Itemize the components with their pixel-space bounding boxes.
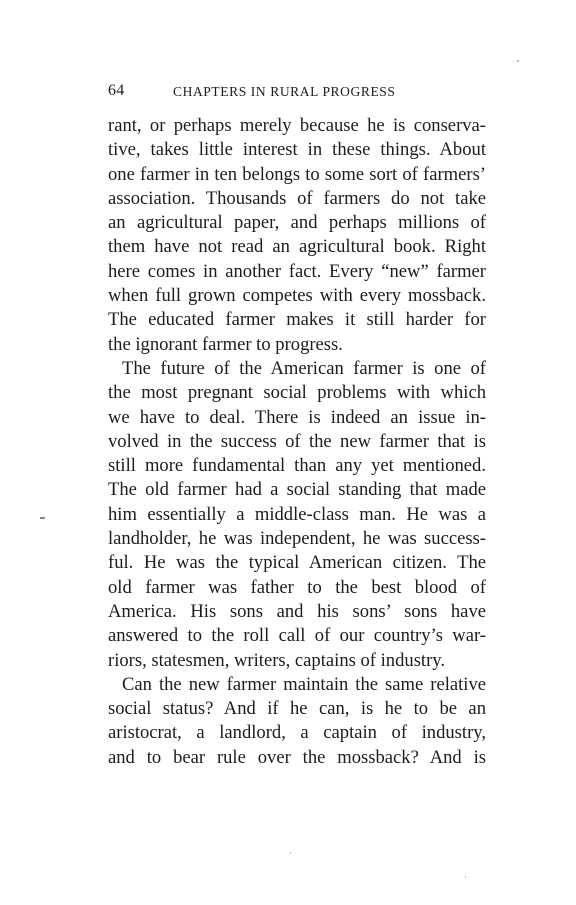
- text-line: the most pregnant social problems with which: [108, 382, 486, 404]
- text-line: here comes in another fact. Every “new” farmer: [108, 260, 486, 282]
- text-line: landholder, he was independent, he was success-: [108, 528, 486, 550]
- text-line: an agricultural paper, and perhaps millions of: [108, 212, 486, 234]
- text-line: The educated farmer makes it still harder for: [108, 309, 486, 331]
- text-line: rant, or perhaps merely because he is conserva-: [108, 115, 486, 136]
- text-line: one farmer in ten belongs to some sort of farmers’: [108, 163, 486, 185]
- text-line: America. His sons and his sons’ sons have: [108, 600, 486, 622]
- running-head: CHAPTERS IN RURAL PROGRESS: [173, 84, 396, 99]
- text-line: association. Thousands of farmers do not take: [108, 187, 486, 209]
- text-line: volved in the success of the new farmer that is: [108, 430, 486, 452]
- text-line: ful. He was the typical American citizen. The: [108, 552, 486, 574]
- text-line: and to bear rule over the mossback? And is: [108, 746, 486, 768]
- paper-speck: [40, 517, 45, 519]
- text-line: we have to deal. There is indeed an issue in-: [108, 406, 486, 428]
- paper-speck: [465, 876, 466, 878]
- paper-speck: [290, 852, 291, 854]
- text-line: the ignorant farmer to progress.: [108, 333, 343, 355]
- text-line: social status? And if he can, is he to be an: [108, 698, 486, 720]
- text-line: The old farmer had a social standing that made: [108, 479, 486, 501]
- paragraph-start-line: Can the new farmer maintain the same relative: [122, 673, 486, 695]
- paper-speck: [517, 60, 519, 62]
- paragraph-start-line: The future of the American farmer is one of: [122, 357, 486, 379]
- page-header: [108, 82, 488, 104]
- body-text: [108, 114, 486, 770]
- text-line: still more fundamental than any yet mentioned.: [108, 455, 486, 477]
- text-line: him essentially a middle-class man. He was a: [108, 503, 486, 525]
- page-number: 64: [108, 82, 125, 99]
- text-line: them have not read an agricultural book. Right: [108, 236, 486, 258]
- text-line: when full grown competes with every mossback.: [108, 285, 486, 307]
- text-line: tive, takes little interest in these things. About: [108, 139, 486, 161]
- text-line: aristocrat, a landlord, a captain of industry,: [108, 722, 486, 744]
- text-line: old farmer was father to the best blood of: [108, 576, 486, 598]
- text-line: answered to the roll call of our country’s war-: [108, 625, 486, 647]
- text-line: riors, statesmen, writers, captains of industry.: [108, 649, 446, 671]
